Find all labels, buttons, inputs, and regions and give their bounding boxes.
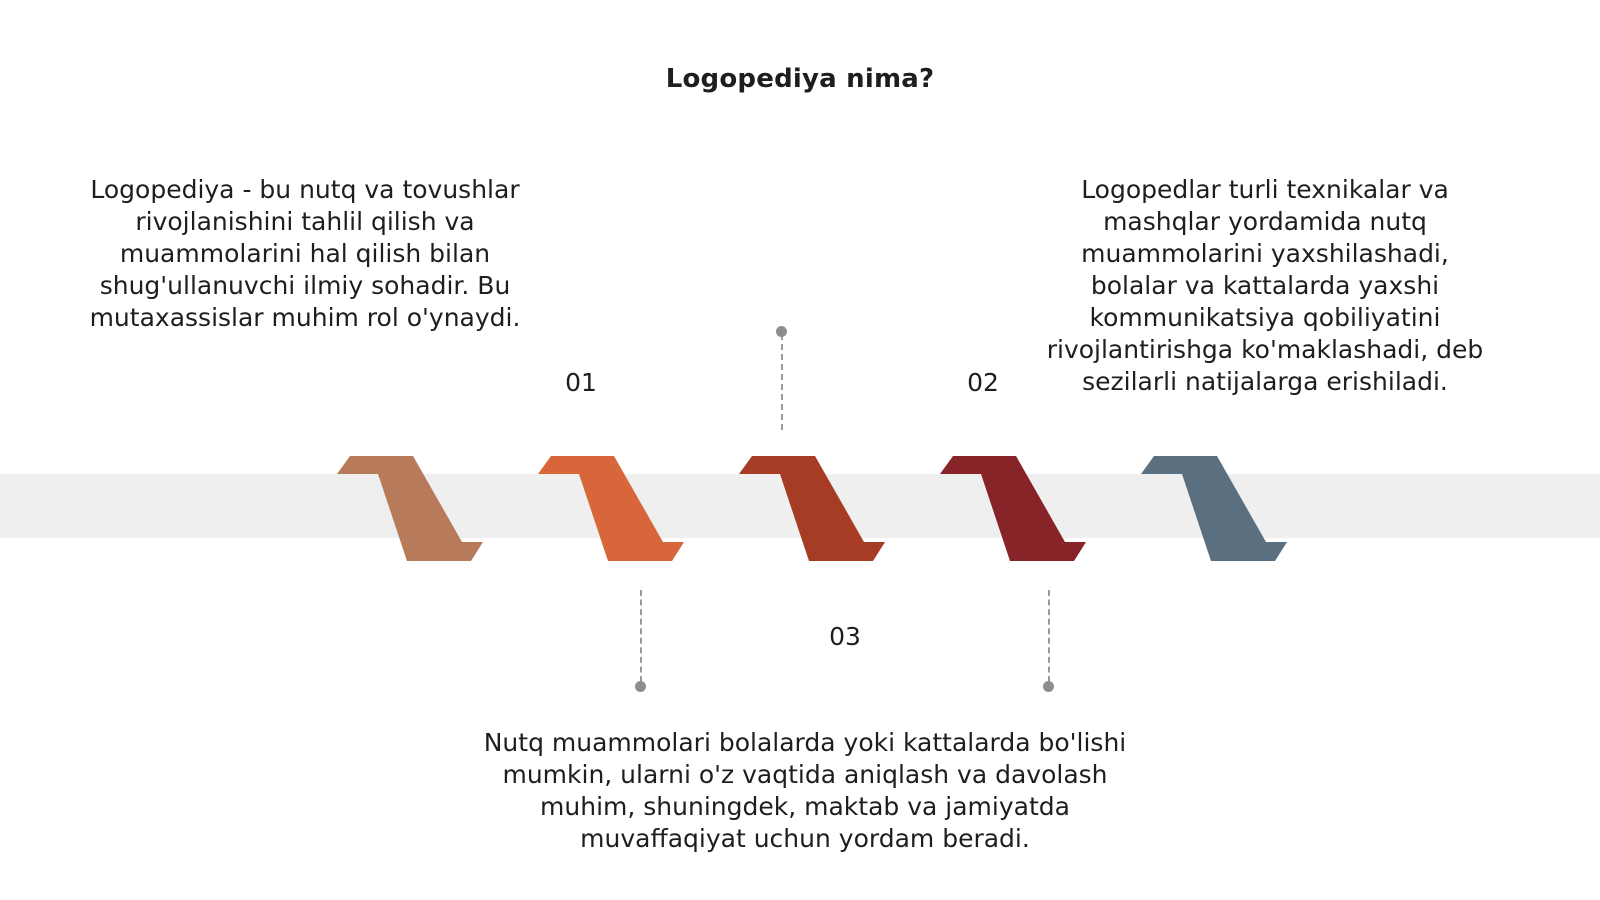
point-2-text: Logopedlar turli texnikalar va mashqlar yordamida nutq muammolarini yaxshilashadi, bolalar va kattalarda yaxshi kommunikatsiya qobiliyatini rivojlantirishga ko'maklashadi, deb sezilarli natijalarga erishiladi. xyxy=(1046,175,1484,396)
point-2-number: 02 xyxy=(967,368,999,397)
chevron-4 xyxy=(940,456,1086,561)
chevron-1 xyxy=(337,456,483,561)
point-3-text: Nutq muammolari bolalarda yoki kattalarda bo'lishi mumkin, ularni o'z vaqtida aniqlash va davolash muhim, shuningdek, maktab va jamiyatda muvaffaqiyat uchun yordam beradi. xyxy=(483,728,1127,853)
chevron-2 xyxy=(538,456,684,561)
chevron-3 xyxy=(739,456,885,561)
point-3-number: 03 xyxy=(829,622,861,651)
point-1-number: 01 xyxy=(565,368,597,397)
point-1-text: Logopediya - bu nutq va tovushlar rivojlanishini tahlil qilish va muammolarini hal qilish bilan shug'ullanuvchi ilmiy sohadir. Bu mutaxassislar muhim rol o'ynaydi. xyxy=(89,175,521,332)
chevron-5 xyxy=(1141,456,1287,561)
slide-title: Logopediya nima? xyxy=(665,64,935,94)
